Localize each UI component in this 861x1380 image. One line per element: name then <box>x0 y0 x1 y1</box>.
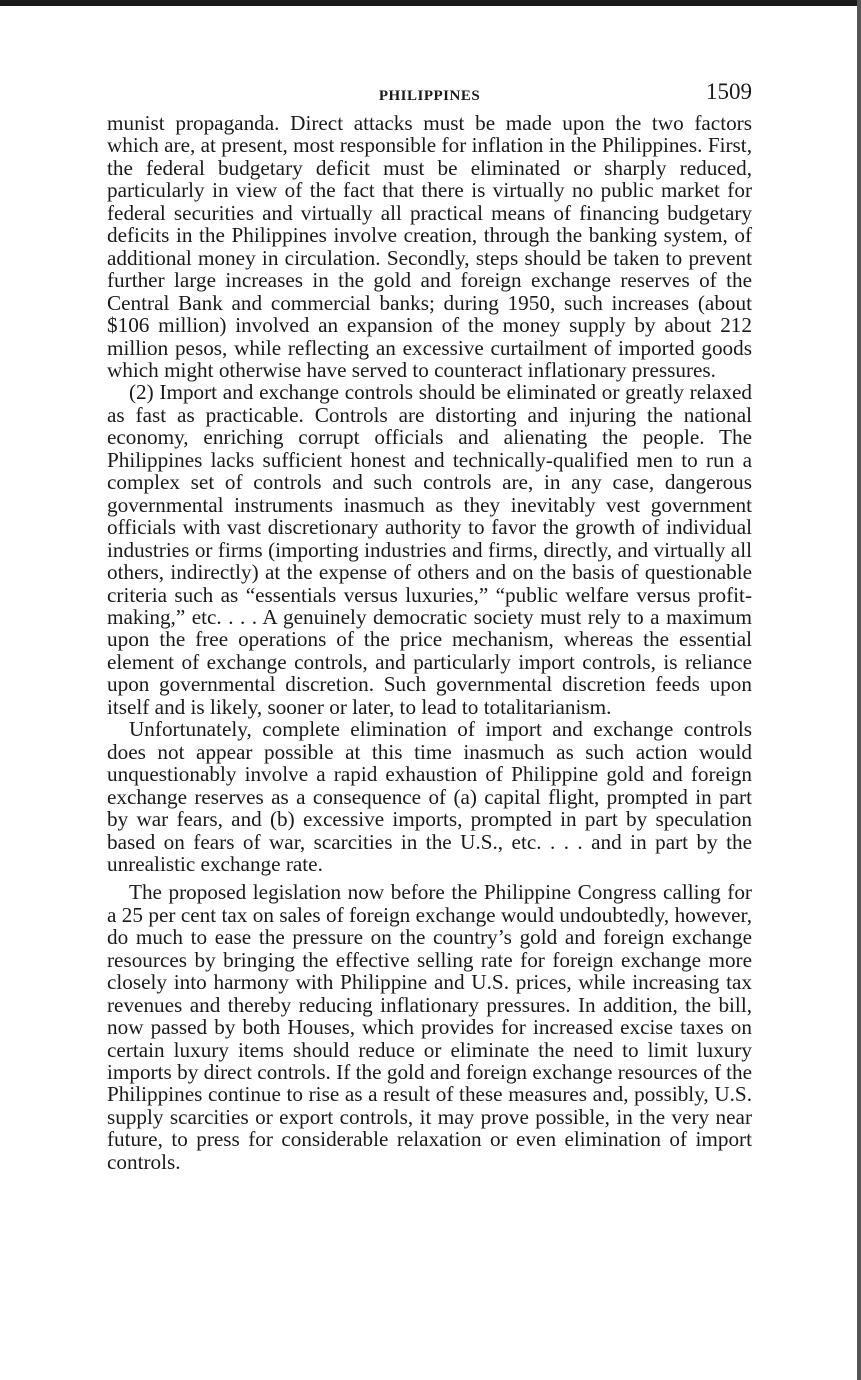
body-text <box>107 112 752 1173</box>
paragraph: munist propaganda. Direct attacks must be made upon the two factors which are, at present, most responsible for inflation in the Philippines. First, the federal budgetary deficit must be eliminated or sharply reduced, particularly in view of the fact that there is virtually no public market for federal securities and virtually all practical means of financing budgetary deficits in the Philippines involve creation, through the banking system, of additional money in circulation. Secondly, steps should be taken to prevent further large increases in the gold and foreign exchange reserves of the Central Bank and commercial banks; during 1950, such increases (about $106 million) involved an expansion of the money supply by about 212 million pesos, while reflecting an excessive curtailment of imported goods which might otherwise have served to counteract inflationary pressures. <box>107 111 752 382</box>
page-number: 1509 <box>706 79 752 104</box>
page-top-edge <box>0 0 861 6</box>
paragraph: (2) Import and exchange controls should be eliminated or greatly relaxed as fast as practicable. Controls are distorting and injuring the national economy, enriching corrupt officials and alienating the people. The Philippines lacks sufficient honest and technically-qualified men to run a complex set of controls and such controls are, in any case, dangerous governmental instruments inasmuch as they inevitably vest government officials with vast discretionary authority to favor the growth of individual industries or firms (importing industries and firms, directly, and virtually all others, indirectly) at the expense of others and on the basis of questionable criteria such as “essentials versus luxuries,” “public welfare versus profit-making,” etc. . . . A genuinely democratic society must rely to a maximum upon the free operations of the price mechanism, whereas the essential element of exchange controls, and particularly import controls, is reliance upon governmental discretion. Such governmental discretion feeds upon itself and is likely, sooner or later, to lead to totalitarianism. <box>107 380 752 719</box>
document-page <box>107 76 752 1173</box>
paragraph: The proposed legislation now before the Philippine Congress calling for a 25 per cent tax on sales of foreign exchange would undoubtedly, however, do much to ease the pressure on the country’s gold and foreign exchange resources by bringing the effective selling rate for foreign exchange more closely into harmony with Philippine and U.S. prices, while increasing tax revenues and thereby reducing inflationary pressures. In addition, the bill, now passed by both Houses, which provides for increased excise taxes on certain luxury items should reduce or eliminate the need to limit luxury imports by direct controls. If the gold and foreign exchange resources of the Philippines continue to rise as a result of these measures and, possibly, U.S. supply scarcities or export controls, it may prove possible, in the very near future, to press for considerable relaxation or even elimination of import controls. <box>107 880 752 1174</box>
paragraph: Unfortunately, complete elimination of import and exchange controls does not appear possible at this time inasmuch as such action would unquestionably involve a rapid exhaustion of Philippine gold and foreign exchange reserves as a consequence of (a) capital flight, prompted in part by war fears, and (b) excessive imports, prompted in part by speculation based on fears of war, scarcities in the U.S., etc. . . . and in part by the unrealistic exchange rate. <box>107 717 752 876</box>
running-title: PHILIPPINES <box>378 88 481 104</box>
running-header <box>107 76 752 112</box>
page-right-edge <box>857 0 861 1380</box>
